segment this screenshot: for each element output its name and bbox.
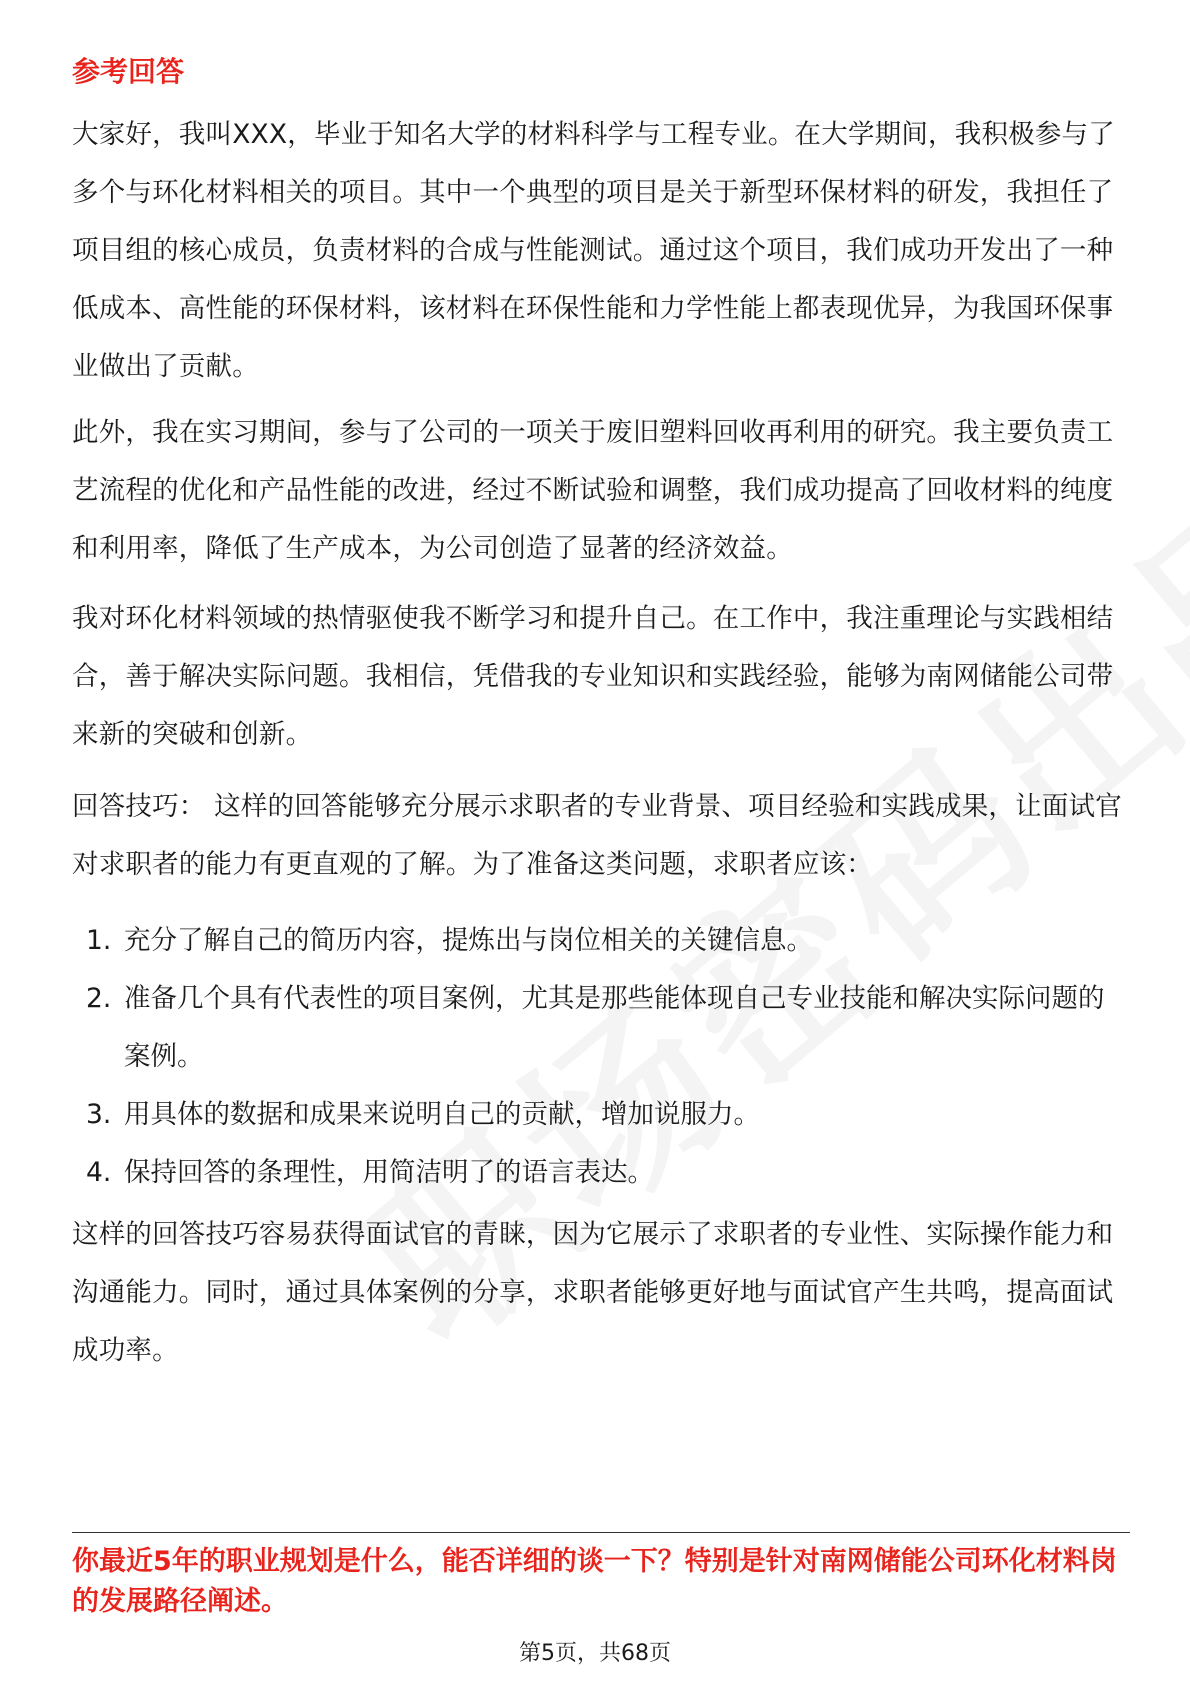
tips-list [72,912,1127,1202]
list-item [72,1086,1127,1144]
list-item [72,912,1127,970]
divider [72,1532,1130,1533]
list-text: 准备几个具有代表性的项目案例，尤其是那些能体现自己专业技能和解决实际问题的案例。 [124,983,1105,1072]
list-number: 2. [86,983,112,1014]
page-number: 第5页，共68页 [519,1641,671,1666]
list-number: 3. [86,1099,112,1130]
section-title: 参考回答 [72,55,185,88]
list-number: 1. [86,925,112,956]
paragraph-internship: 此外，我在实习期间，参与了公司的一项关于废旧塑料回收再利用的研究。我主要负责工艺流程的优化和产品性能的改进，经过不断试验和调整，我们成功提高了回收材料的纯度和利用率，降低了生产成本，为公司创造了显著的经济效益。 [72,417,1114,564]
list-text: 用具体的数据和成果来说明自己的贡献，增加说服力。 [124,1099,760,1130]
tips-intro: 回答技巧： 这样的回答能够充分展示求职者的专业背景、项目经验和实践成果，让面试官对求职者的能力有更直观的了解。为了准备这类问题，求职者应该： [72,791,1122,880]
paragraph-intro: 大家好，我叫XXX，毕业于知名大学的材料科学与工程专业。在大学期间，我积极参与了多个与环化材料相关的项目。其中一个典型的项目是关于新型环保材料的研发，我担任了项目组的核心成员，负责材料的合成与性能测试。通过这个项目，我们成功开发出了一种低成本、高性能的环保材料，该材料在环保性能和力学性能上都表现优异，为我国环保事业做出了贡献。 [72,119,1115,382]
next-question-heading: 你最近5年的职业规划是什么，能否详细的谈一下？特别是针对南网储能公司环化材料岗的发展路径阐述。 [72,1546,1117,1617]
list-item [72,970,1127,1086]
paragraph-passion: 我对环化材料领域的热情驱使我不断学习和提升自己。在工作中，我注重理论与实践相结合，善于解决实际问题。我相信，凭借我的专业知识和实践经验，能够为南网储能公司带来新的突破和创新。 [72,603,1114,750]
paragraph-conclusion: 这样的回答技巧容易获得面试官的青睐，因为它展示了求职者的专业性、实际操作能力和沟通能力。同时，通过具体案例的分享，求职者能够更好地与面试官产生共鸣，提高面试成功率。 [72,1219,1114,1366]
list-text: 充分了解自己的简历内容，提炼出与岗位相关的关键信息。 [124,925,813,956]
list-item [72,1144,1127,1202]
list-text: 保持回答的条理性，用简洁明了的语言表达。 [124,1157,654,1188]
list-number: 4. [86,1157,112,1188]
